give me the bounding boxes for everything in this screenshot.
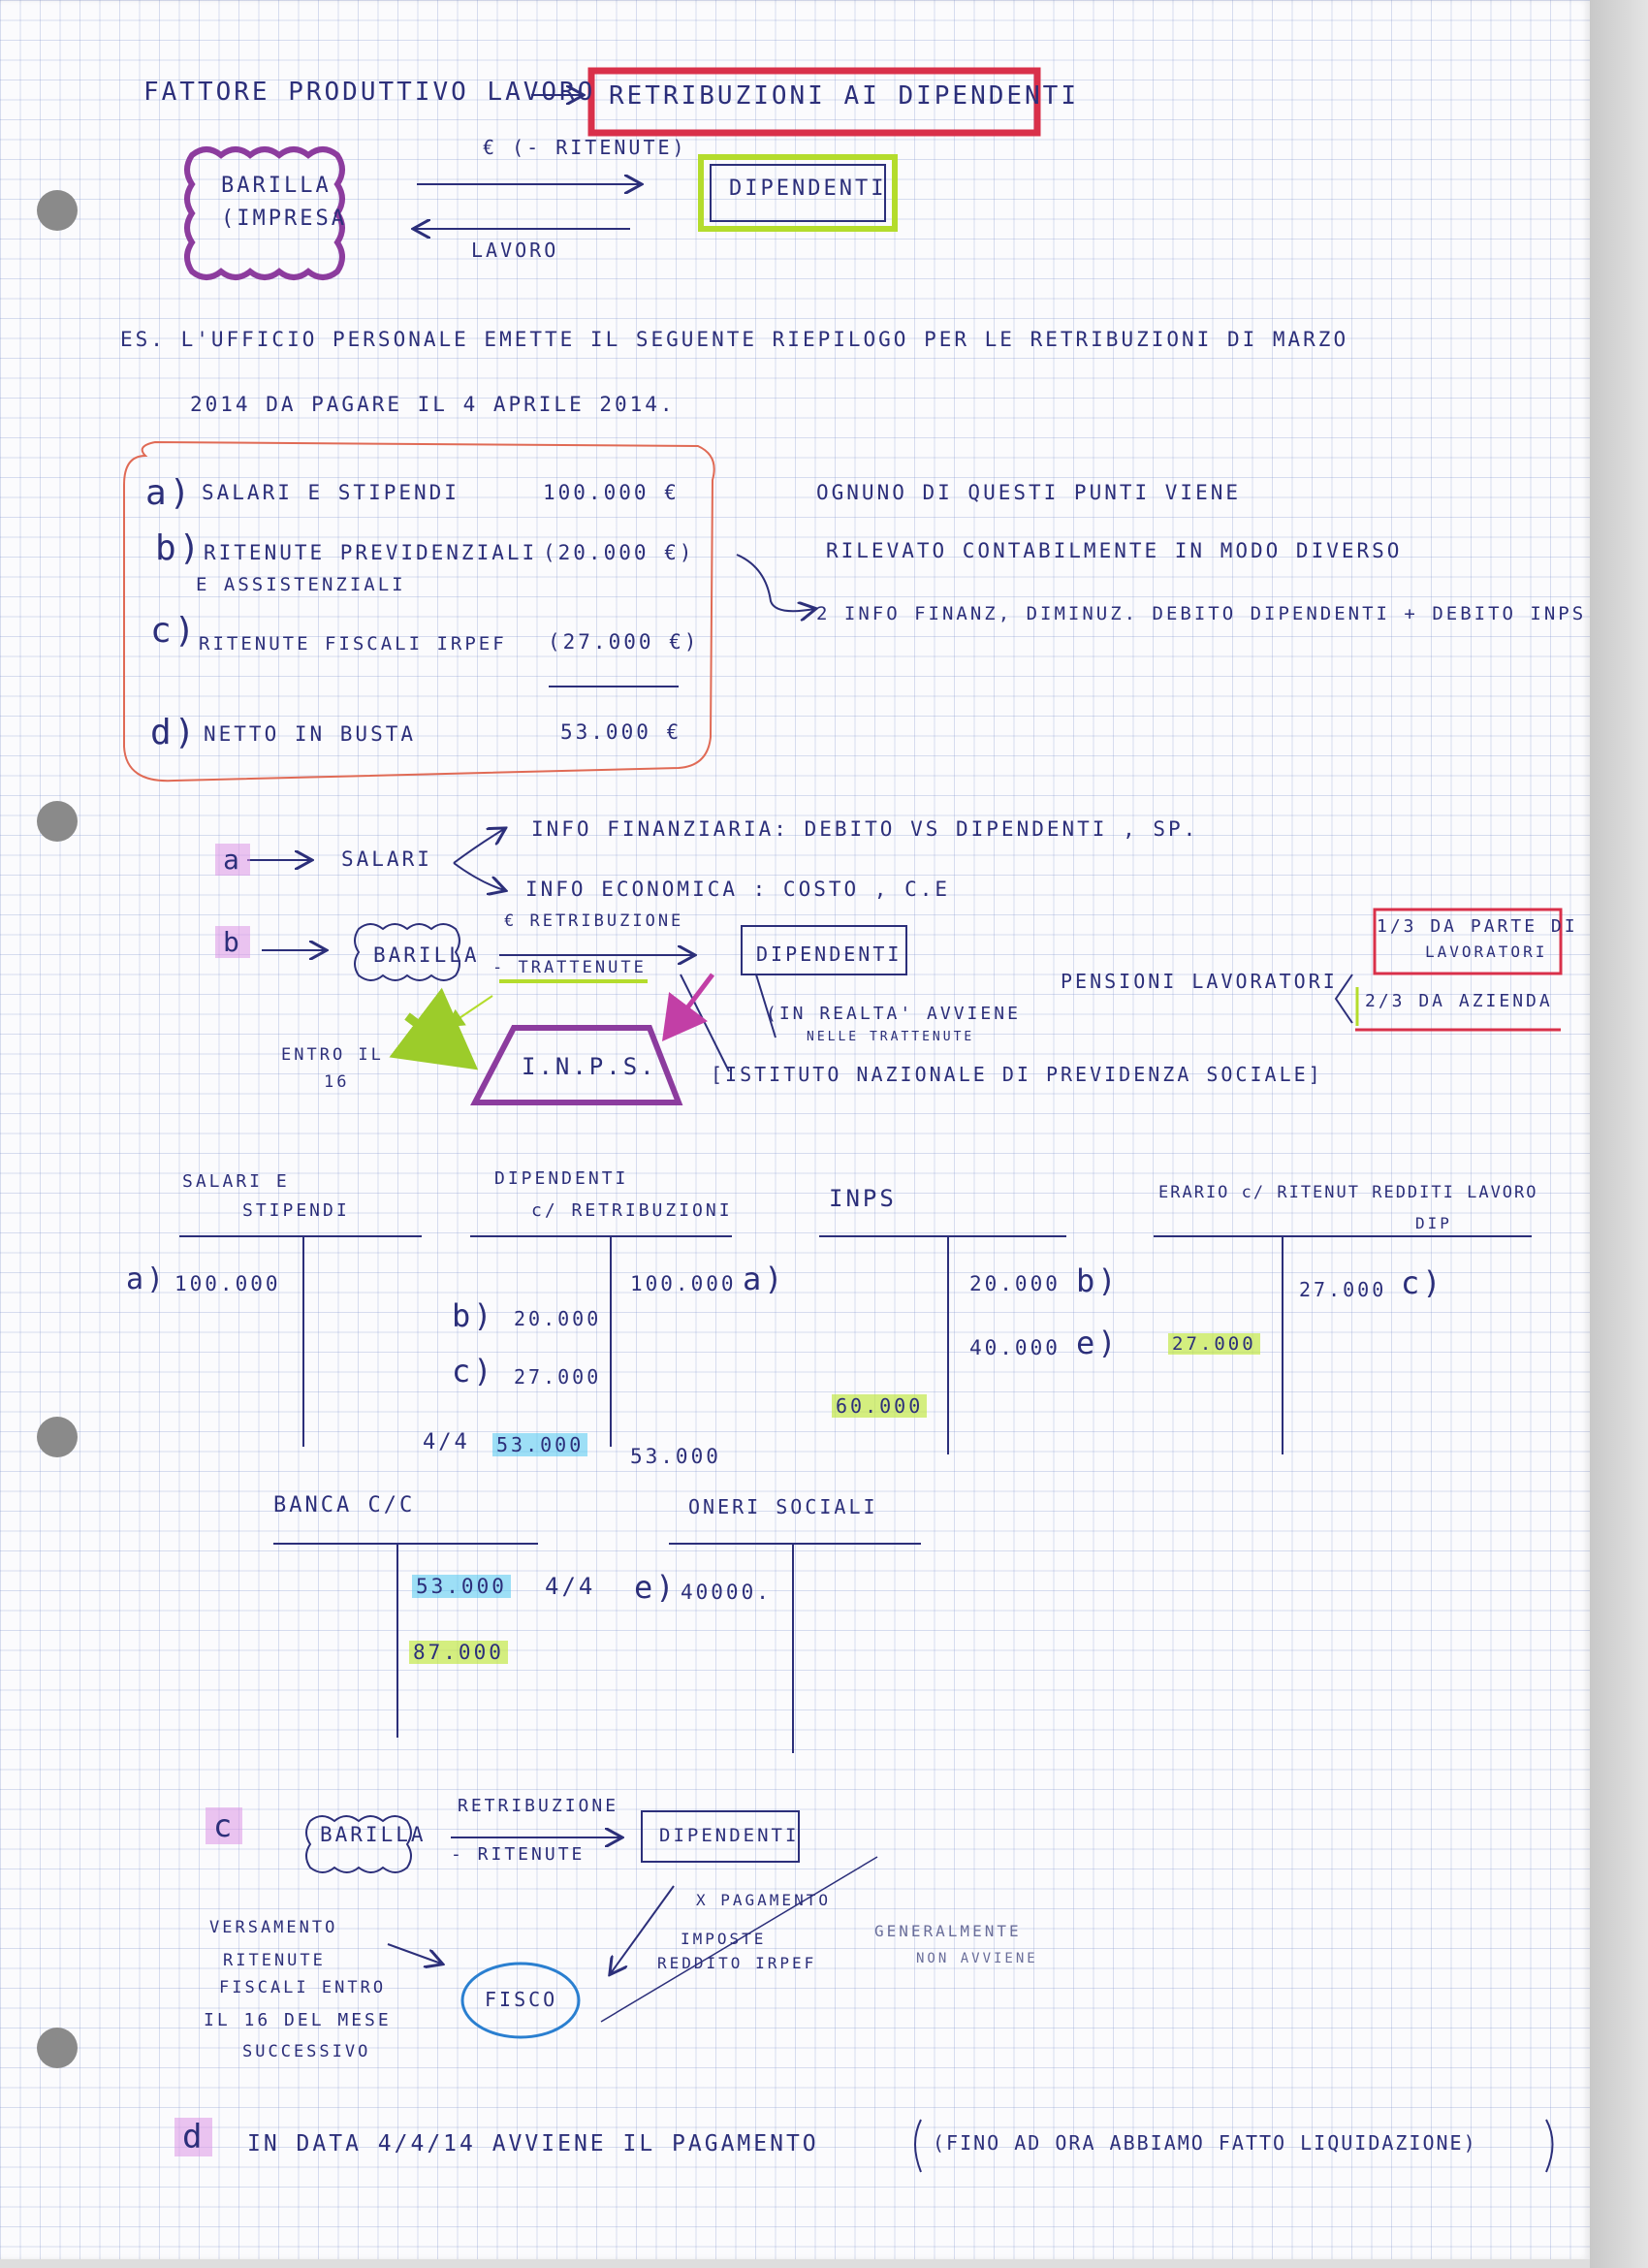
account-title: ONERI SOCIALI bbox=[688, 1495, 878, 1518]
summary-label-a: SALARI E STIPENDI bbox=[202, 481, 460, 504]
summary-note-3: 2 INFO FINANZ, DIMINUZ. DEBITO DIPENDENTI + DEBITO INPS bbox=[816, 603, 1587, 624]
point-c-generally-2: NON AVVIENE bbox=[916, 1951, 1038, 1966]
summary-note-1: OGNUNO DI QUESTI PUNTI VIENE bbox=[816, 481, 1242, 504]
point-b-inps: I.N.P.S. bbox=[522, 1053, 657, 1080]
account-title: DIPENDENTI bbox=[494, 1168, 629, 1189]
entry-value: 53.000 bbox=[412, 1575, 511, 1598]
point-a-info-eco: INFO ECONOMICA : COSTO , C.E bbox=[525, 878, 951, 901]
entry-ref: e) bbox=[1076, 1325, 1120, 1361]
t-account-dipendenti bbox=[470, 1236, 732, 1447]
header-left-title: FATTORE PRODUTTIVO LAVORO bbox=[143, 78, 596, 107]
summary-value-d: 53.000 € bbox=[560, 720, 682, 744]
account-title: ERARIO c/ RITENUT REDDITI LAVORO bbox=[1158, 1183, 1538, 1202]
point-d-tag: d bbox=[174, 2118, 212, 2156]
summary-label-d: NETTO IN BUSTA bbox=[204, 722, 417, 746]
summary-letter-b: b) bbox=[155, 528, 204, 568]
entry-value: 27.000 bbox=[514, 1365, 602, 1389]
diagram1-employees: DIPENDENTI bbox=[729, 176, 887, 201]
diagram1-arrow-bottom: LAVORO bbox=[471, 239, 559, 262]
summary-value-a: 100.000 € bbox=[543, 481, 680, 504]
entry-ref: c) bbox=[1401, 1264, 1444, 1301]
entry-ref: a) bbox=[743, 1261, 786, 1297]
entry-value: 53.000 bbox=[630, 1445, 721, 1468]
summary-label-b: RITENUTE PREVIDENZIALI bbox=[204, 541, 538, 564]
entry-ref: b) bbox=[452, 1297, 495, 1334]
point-b-note-real-2: NELLE TRATTENUTE bbox=[807, 1030, 975, 1044]
point-c-generally-1: GENERALMENTE bbox=[874, 1922, 1022, 1940]
entry-ref: e) bbox=[634, 1569, 678, 1606]
versamento-line: VERSAMENTO bbox=[209, 1918, 338, 1937]
entry-ref: 4/4 bbox=[423, 1430, 470, 1454]
point-b-share-company: 2/3 DA AZIENDA bbox=[1365, 991, 1553, 1011]
point-d-text: IN DATA 4/4/14 AVVIENE IL PAGAMENTO bbox=[247, 2131, 819, 2156]
versamento-line: SUCCESSIVO bbox=[242, 2042, 371, 2061]
point-b-deadline-2: 16 bbox=[324, 1072, 350, 1092]
account-title-2: STIPENDI bbox=[242, 1200, 350, 1221]
point-b-deadline-1: ENTRO IL bbox=[281, 1045, 384, 1065]
point-a-info-fin: INFO FINANZIARIA: DEBITO VS DIPENDENTI , SP. bbox=[531, 817, 1199, 841]
entry-ref: b) bbox=[1076, 1262, 1120, 1299]
point-c-arrow-bottom: - RITENUTE bbox=[451, 1844, 586, 1865]
example-line-1: ES. L'UFFICIO PERSONALE EMETTE IL SEGUENTE RIEPILOGO PER LE RETRIBUZIONI DI MARZO bbox=[120, 328, 1349, 351]
summary-note-2: RILEVATO CONTABILMENTE IN MODO DIVERSO bbox=[826, 539, 1403, 562]
entry-value: 87.000 bbox=[409, 1641, 508, 1664]
versamento-line: RITENUTE bbox=[223, 1951, 326, 1970]
point-a-tag: a bbox=[215, 844, 250, 876]
entry-ref: a) bbox=[126, 1262, 168, 1296]
versamento-line: IL 16 DEL MESE bbox=[204, 2010, 392, 2030]
entry-value: 20.000 bbox=[969, 1272, 1061, 1295]
versamento-line: FISCALI ENTRO bbox=[219, 1978, 387, 1997]
entry-value: 60.000 bbox=[832, 1394, 927, 1418]
entry-value: 40000. bbox=[681, 1581, 772, 1604]
point-b-arrow-bottom: - TRATTENUTE bbox=[492, 958, 647, 977]
account-title: INPS bbox=[829, 1185, 897, 1212]
t-account-salari bbox=[179, 1236, 422, 1447]
diagram1-company: BARILLA (IMPRESA bbox=[221, 174, 347, 231]
account-title: SALARI E bbox=[182, 1171, 290, 1192]
point-c-payment-1: X PAGAMENTO bbox=[696, 1891, 831, 1909]
point-b-company: BARILLA bbox=[373, 943, 480, 967]
point-a-label: SALARI bbox=[341, 847, 432, 871]
point-b-employees: DIPENDENTI bbox=[756, 942, 903, 966]
fisco-label: FISCO bbox=[485, 1988, 558, 2011]
summary-value-b: (20.000 €) bbox=[543, 541, 695, 564]
entry-value: 100.000 bbox=[630, 1272, 737, 1295]
header-right-title: RETRIBUZIONI AI DIPENDENTI bbox=[609, 81, 1079, 111]
summary-letter-c: c) bbox=[150, 611, 199, 651]
point-d-paren: (FINO AD ORA ABBIAMO FATTO LIQUIDAZIONE) bbox=[933, 2131, 1477, 2155]
entry-value: 40.000 bbox=[969, 1336, 1061, 1359]
point-b-inps-full: [ISTITUTO NAZIONALE DI PREVIDENZA SOCIALE] bbox=[711, 1063, 1323, 1086]
entry-value: 27.000 bbox=[1299, 1278, 1387, 1301]
note-arrow bbox=[737, 555, 814, 611]
entry-value: 53.000 bbox=[492, 1433, 587, 1456]
summary-letter-a: a) bbox=[145, 473, 194, 513]
entry-ref: c) bbox=[452, 1353, 495, 1390]
diagram1-arrow-top: € (- RITENUTE) bbox=[483, 136, 687, 159]
t-account-oneri bbox=[669, 1544, 921, 1753]
point-b-share-workers-2: LAVORATORI bbox=[1425, 942, 1548, 961]
entry-value: 27.000 bbox=[1168, 1333, 1260, 1355]
point-c-employees: DIPENDENTI bbox=[659, 1825, 800, 1846]
point-c-arrow-top: RETRIBUZIONE bbox=[458, 1796, 619, 1816]
account-title: BANCA C/C bbox=[273, 1493, 416, 1517]
point-c-company: BARILLA bbox=[320, 1823, 427, 1846]
point-b-share-workers-1: 1/3 DA PARTE DI bbox=[1377, 916, 1578, 937]
point-b-note-real: (IN REALTA' AVVIENE bbox=[766, 1004, 1021, 1024]
account-title-2: DIP bbox=[1415, 1214, 1452, 1232]
account-title-2: c/ RETRIBUZIONI bbox=[531, 1200, 733, 1221]
point-c-payment-3: REDDITO IRPEF bbox=[657, 1954, 817, 1972]
point-c-payment-2: IMPOSTE bbox=[681, 1930, 767, 1948]
example-line-2: 2014 DA PAGARE IL 4 APRILE 2014. bbox=[190, 393, 676, 416]
point-b-tag: b bbox=[215, 926, 250, 958]
summary-letter-d: d) bbox=[150, 713, 199, 752]
entry-value: 100.000 bbox=[174, 1272, 281, 1295]
point-b-arrow-top: € RETRIBUZIONE bbox=[504, 911, 684, 931]
summary-label-b2: E ASSISTENZIALI bbox=[196, 574, 406, 595]
entry-value: 20.000 bbox=[514, 1307, 602, 1330]
point-c-tag: c bbox=[206, 1807, 242, 1844]
summary-value-c: (27.000 €) bbox=[548, 630, 700, 654]
point-b-pensions: PENSIONI LAVORATORI bbox=[1061, 970, 1338, 993]
summary-label-c: RITENUTE FISCALI IRPEF bbox=[199, 633, 507, 655]
entry-ref: 4/4 bbox=[545, 1573, 596, 1600]
